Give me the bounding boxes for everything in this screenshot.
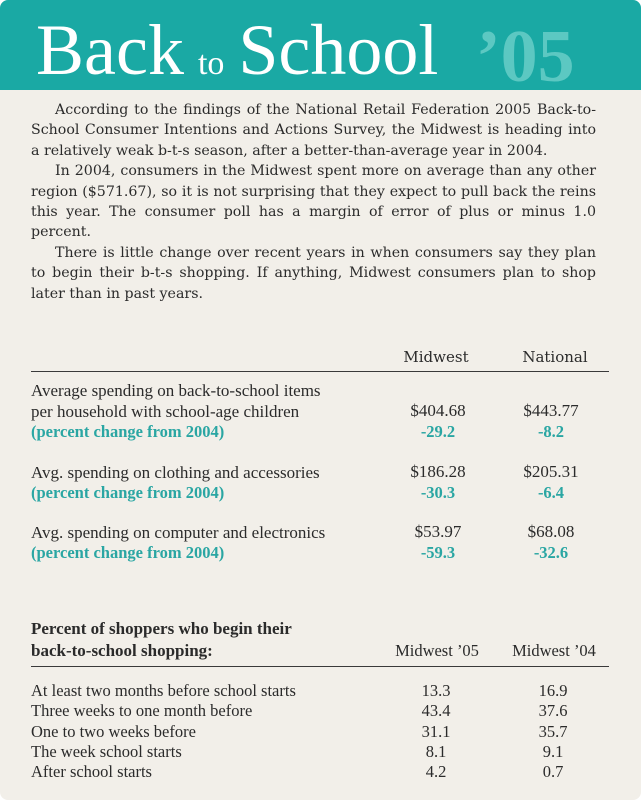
timing-row-label: One to two weeks before <box>31 722 196 741</box>
percent-change-label: (percent change from 2004) <box>31 422 225 441</box>
percent-change-label: (percent change from 2004) <box>31 543 225 562</box>
midwest-04-value: 37.6 <box>538 701 568 720</box>
midwest-value: $53.97 <box>414 522 462 541</box>
midwest-04-value: 16.9 <box>538 681 568 700</box>
title-word-back: Back <box>36 10 184 90</box>
national-percent-change: -8.2 <box>537 422 565 441</box>
national-value: $443.77 <box>523 401 579 420</box>
midwest-05-value: 43.4 <box>421 701 451 720</box>
percent-change-label: (percent change from 2004) <box>31 483 225 502</box>
midwest-05-value: 31.1 <box>421 722 451 741</box>
spending-row-label: per household with school-age children <box>31 402 300 421</box>
spending-row-label: Avg. spending on computer and electronics <box>31 523 326 542</box>
article-title <box>36 10 439 90</box>
intro-paragraph-1: According to the findings of the National Retail Federation 2005 Back-to-School Consumer Intentions and Actions Survey, the Midwest is heading into a relatively weak b-t-s season, after a better-than-average year in 2004. <box>31 102 596 159</box>
table-rule <box>31 371 609 372</box>
midwest-percent-change: -30.3 <box>420 483 456 502</box>
spending-row-label: Avg. spending on clothing and accessories <box>31 463 320 482</box>
intro-text <box>31 100 596 304</box>
midwest-04-value: 0.7 <box>542 762 564 781</box>
column-header-national: National <box>522 348 588 366</box>
intro-paragraph-3: There is little change over recent years in when consumers say they plan to begin their b-t-s shopping. If anything, Midwest consumers plan to shop later than in past years. <box>31 244 596 302</box>
timing-row-label: Three weeks to one month before <box>31 701 253 720</box>
timing-title-line: back-to-school shopping: <box>31 641 213 660</box>
timing-title-line: Percent of shoppers who begin their <box>31 619 292 638</box>
national-value: $68.08 <box>527 522 575 541</box>
midwest-value: $186.28 <box>410 462 466 481</box>
national-value: $205.31 <box>523 462 579 481</box>
title-year: ’05 <box>476 16 575 90</box>
title-word-school: School <box>238 10 439 90</box>
national-percent-change: -6.4 <box>537 483 565 502</box>
midwest-value: $404.68 <box>410 401 466 420</box>
title-word-to: to <box>197 45 225 82</box>
midwest-percent-change: -29.2 <box>420 422 456 441</box>
timing-row-label: The week school starts <box>31 742 182 761</box>
column-header-midwest: Midwest <box>403 348 469 366</box>
timing-row-label: After school starts <box>31 762 152 781</box>
intro-paragraph-2: In 2004, consumers in the Midwest spent more on average than any other region ($571.67), so it is not surprising that they expect to pull back the reins this year. The consumer poll has a margin of error of plus or minus 1.0 percent. <box>31 163 596 241</box>
national-percent-change: -32.6 <box>533 543 569 562</box>
timing-table-title <box>31 618 361 662</box>
column-header-midwest-05: Midwest ’05 <box>395 641 479 660</box>
midwest-05-value: 4.2 <box>425 762 447 781</box>
table-rule <box>31 666 609 667</box>
timing-row-label: At least two months before school starts <box>31 681 296 700</box>
midwest-04-value: 35.7 <box>538 722 568 741</box>
midwest-04-value: 9.1 <box>542 742 564 761</box>
midwest-05-value: 8.1 <box>425 742 447 761</box>
midwest-percent-change: -59.3 <box>420 543 456 562</box>
midwest-05-value: 13.3 <box>421 681 451 700</box>
column-header-midwest-04: Midwest ’04 <box>512 641 596 660</box>
spending-row-label: Average spending on back-to-school items <box>31 381 321 400</box>
title-banner <box>0 0 641 90</box>
